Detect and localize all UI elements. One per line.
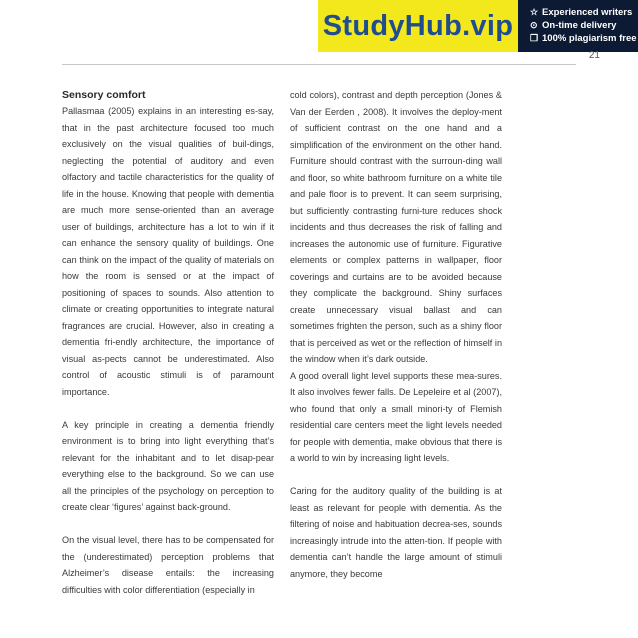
feature-label: Experienced writers — [542, 7, 633, 18]
paragraph: A key principle in creating a dementia friendly environment is to bring into light everything that’s relevant for the inhabitant and to let disap-pear everything else to the background. So we can use all the principles of the psychology on perception to create clear ‘figures’ against back-ground. — [62, 419, 274, 512]
page-number: 21 — [588, 50, 600, 61]
feature-item — [530, 32, 638, 45]
header-rule — [62, 64, 576, 65]
right-column — [290, 87, 502, 582]
feature-item — [530, 19, 638, 32]
paragraph: cold colors), contrast and depth perception (Jones & Van der Eerden , 2008). It involves the deploy-ment of sufficient contrast on the one hand and a simplification of the environment on the other hand. Furniture should contrast with the surroun-ding wall and floor, so white bathroom furniture on a white tile and pale floor is to prevent. It can seem surprising, but sufficiently contrasting furni-ture reduces shock incidents and thus decreases the risk of falling and increases the autonomic use of furniture. Figurative elements or complex patterns in wallpaper, floor coverings and curtains are to be avoided because they complicate the background. Shiny surfaces create unnecessary visual ballast and can sometimes frighten the person, such as a shiny floor that is perceived as wet or the reflection of himself in the window when it’s dark outside. — [290, 90, 502, 364]
brand-logo[interactable]: StudyHub.vip — [318, 0, 518, 52]
feature-item — [530, 6, 638, 19]
paragraph: Caring for the auditory quality of the building is at least as relevant for people with dementia. As the filtering of noise and habituation decrea-ses, sounds increasingly intrude into the atten-tion. If people with dementia can’t handle the large amount of stimuli anymore, they become — [290, 486, 502, 579]
left-column — [62, 88, 274, 598]
section-heading: Sensory comfort — [62, 89, 146, 101]
paragraph: Pallasmaa (2005) explains in an interesting es-say, that in the past architecture focused too much exclusively on the visual qualities of buil-dings, neglecting the potential of auditory and even olfactory and tactile characteristics for the quality of life in the house. Knowing that people with dementia are much more sense-oriented than an average user of buildings, architecture has a lot to win if it can enhance the sensory quality of buildings. One can think on the impact of the quality of materials on how the room is sensed or at the impact of positioning of spaces to sounds. Also attention to climate or creating opportunities to integrate natural fragrances are crucial. However, also in creating a dementia fri-endly architecture, the importance of visual as-pects cannot be underestimated. Also control of acoustic stimuli is of paramount importance. — [62, 106, 274, 397]
feature-label: 100% plagiarism free — [542, 33, 637, 44]
copy-icon: ❐ — [530, 33, 539, 43]
star-icon: ☆ — [530, 7, 539, 17]
feature-label: On-time delivery — [542, 20, 617, 31]
paragraph: On the visual level, there has to be compensated for the (underestimated) perception problems that Alzheimer’s disease entails: the increasing difficulties with color differentiation (especially in — [62, 535, 274, 595]
paragraph: A good overall light level supports these mea-sures. It also involves fewer falls. De Lepeleire et al (2007), who found that only a small minori-ty of Flemish residential care centers meet the light levels needed for people with dementia, make obvious that there is a world to win by increasing light levels. — [290, 370, 502, 463]
feature-list — [518, 0, 638, 52]
promo-banner[interactable] — [318, 0, 638, 52]
clock-icon: ⊙ — [530, 20, 538, 30]
